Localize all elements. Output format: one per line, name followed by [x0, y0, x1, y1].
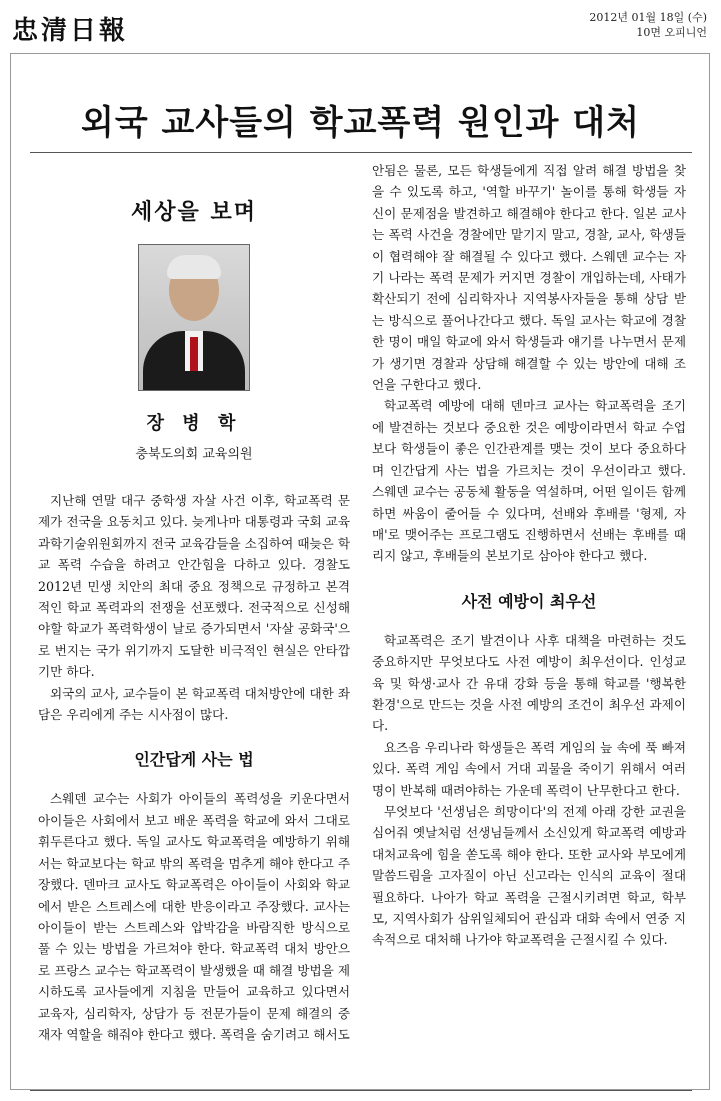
headline-divider	[30, 152, 692, 153]
subheading-1: 인간답게 사는 법	[134, 750, 254, 770]
subheading-2: 사전 예방이 최우선	[461, 591, 597, 611]
paragraph: 스웨덴 교수는 사회가 아이들의 폭력성을 키운다면서 아이들은 사회에서 보고 배운 폭력을 학교에 와서 그대로 휘두른다고 했다. 독일 교사도 학교폭력을 예방하기 위해서는 학교보다는 학교 밖의 폭력을 멈추게 해야 한다고 주장했다. 덴마크 교사도 학교폭력은 아이들이 사회와 학교에서 받은 스트레스에 대한 반응이라고 주장했다. 교사는 아이들이 받는 스트레스와 압박감을 바람직한 방식으로 풀 수 있는 방법을 가르쳐야 한다. 학교폭력 대처 방안으로 프랑스 교수는 학교폭력이 발생했을 때 해결 방법을 제시하도록 교사들에게 지침을 만들어 교육하고 있다면서 교육자, 심리학자, 상담가 등 전문가들이 문제 해결의 중재자 역할을 해줘야 한다고 했다. 폭력을 숨기려고 해서도	[38, 791, 350, 1042]
author-name: 장 병 학	[146, 413, 242, 434]
paragraph: 학교폭력 예방에 대해 덴마크 교사는 학교폭력을 조기에 발견하는 것보다 중요한 것은 예방이라면서 학교 수업보다 학생들이 좋은 인간관계를 맺는 것이 보다 중요하다며 인간답게 사는 법을 가르치는 것이 우선이라고 했다. 스웨덴 교수는 공동체 활동을 역설하며, 어떤 일이든 함께하면 싸움이 줄어들 수 있다며, 선배와 후배를 '형제, 자매'로 맺어주는 프로그램도 진행하면서 선배는 후배를 때리지 않고, 후배들의 본보기로 삼아야 한다고 했다.	[372, 398, 686, 564]
left-column	[38, 160, 350, 1045]
paragraph: 학교폭력은 조기 발견이나 사후 대책을 마련하는 것도 중요하지만 무엇보다도 사전 예방이 최우선이다. 인성교육 및 학생·교사 간 유대 강화 등을 통해 학교를 '행복한 환경'으로 만드는 것을 사전 예방의 조건이 최우선 과제이다.	[372, 632, 686, 734]
right-column	[372, 160, 686, 951]
paragraph: 안됨은 물론, 모든 학생들에게 직접 알려 해결 방법을 찾을 수 있도록 하고, '역할 바꾸기' 놀이를 통해 학생들 자신이 문제점을 발견하고 해결해야 한다고 한다. 일본 교사는 폭력 사건을 경찰에만 맡기지 말고, 경찰, 교사, 학생들이 협력해야 잘 해결될 수 있다고 했다. 스웨덴 교수는 자기 나라는 폭력 문제가 커지면 경찰이 개입하는데, 사태가 확산되기 전에 심리학자나 지역봉사자들을 통해 상담 받는 방식으로 풀어나간다고 했다. 독일 교사는 학교에 경찰 한 명이 매일 학교에 와서 학생들과 얘기를 나누면서 문제가 생기면 경찰과 상담해 해결할 수 있는 방안에 대해 조언을 구한다고 했다.	[372, 163, 686, 393]
footer-divider	[30, 1090, 692, 1091]
dateline	[589, 10, 707, 40]
author-photo	[138, 244, 250, 391]
column-kicker: 세상을 보며	[131, 200, 257, 225]
page-section: 10면 오피니언	[636, 26, 707, 39]
paragraph: 무엇보다 '선생님은 희망이다'의 전제 아래 강한 교권을 심어줘 옛날처럼 선생님들께서 소신있게 학교폭력 예방과 대처교육에 힘을 쏟도록 해야 한다. 또한 교사와 부모에게 말씀드림을 고자질이 아닌 신고라는 인식의 교육이 절대 필요하다. 나아가 학교 폭력을 근절시키려면 학교, 학부모, 지역사회가 삼위일체되어 관심과 대화 속에서 연중 지속적으로 대처해 나가야 학교폭력을 근절시킬 수 있다.	[372, 803, 686, 948]
publication-date: 2012년 01월 18일 (수)	[589, 11, 707, 24]
paragraph: 요즈음 우리나라 학생들은 폭력 게임의 늪 속에 푹 빠져 있다. 폭력 게임 속에서 거대 괴물을 죽이기 위해서 여러 명이 반복해 때려야하는 가운데 폭력이 난무한다고 한다.	[372, 739, 686, 798]
article-headline: 외국 교사들의 학교폭력 원인과 대처	[80, 103, 640, 143]
author-role: 충북도의회 교육의원	[135, 447, 253, 462]
paragraph: 외국의 교사, 교수들이 본 학교폭력 대처방안에 대한 좌담은 우리에게 주는 시사점이 많다.	[38, 685, 350, 723]
paragraph: 지난해 연말 대구 중학생 자살 사건 이후, 학교폭력 문제가 전국을 요동치고 있다. 늦게나마 대통령과 국회 교육과학기술위원회까지 전국 교육감들을 소집하여 때늦은 학교 폭력 수습을 하려고 안간힘을 다하고 있다. 경찰도 2012년 민생 치안의 최대 중요 정책으로 규정하고 본격적인 학교 폭력과의 전쟁을 선포했다. 전국적으로 신성해야할 학교가 폭력학생이 날로 증가되면서 '자살 공화국'으로 번지는 국가 위기까지 도달한 비극적인 현실은 안타깝기만 하다.	[38, 493, 350, 680]
newspaper-masthead: 忠清日報	[12, 16, 129, 46]
